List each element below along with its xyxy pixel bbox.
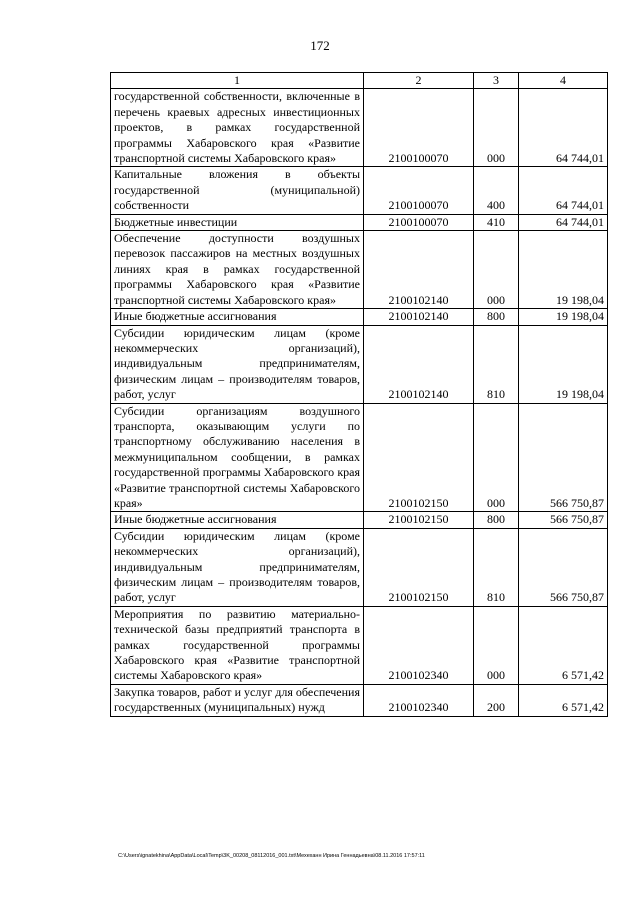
row-name-cell: Иные бюджетные ассигнования: [111, 512, 364, 528]
row-name-cell: Обеспечение доступности воздушных перевозок пассажиров на местных воздушных линиях края в рамках государственной программы Хабаровского края «Развитие транспортной системы Хабаровского края»: [111, 231, 364, 309]
table-row: [111, 167, 608, 214]
row-kvr-cell: 810: [474, 325, 519, 403]
row-code-cell: 2100102140: [364, 231, 474, 309]
row-name-cell: Субсидии юридическим лицам (кроме некоммерческих организаций), индивидуальным предпринимателям, физическим лицам – производителям товаров, работ, услуг: [111, 325, 364, 403]
row-kvr-cell: 400: [474, 167, 519, 214]
row-kvr-cell: 810: [474, 528, 519, 606]
table-row: [111, 214, 608, 230]
row-sum-cell: 64 744,01: [519, 214, 608, 230]
row-code-cell: 2100100070: [364, 167, 474, 214]
table-header-row: [111, 73, 608, 89]
row-code-cell: 2100100070: [364, 214, 474, 230]
row-name-cell: Закупка товаров, работ и услуг для обеспечения государственных (муниципальных) нужд: [111, 684, 364, 716]
row-name-cell: Мероприятия по развитию материально-технической базы предприятий транспорта в рамках государственной программы Хабаровского края «Развитие транспортной системы Хабаровского края»: [111, 606, 364, 684]
row-sum-cell: 566 750,87: [519, 528, 608, 606]
row-code-cell: 2100102140: [364, 309, 474, 325]
row-kvr-cell: 000: [474, 231, 519, 309]
row-kvr-cell: 410: [474, 214, 519, 230]
row-code-cell: 2100102150: [364, 528, 474, 606]
header-col-2: 2: [364, 73, 474, 89]
row-name-cell: Субсидии организациям воздушного транспорта, оказывающим услуги по транспортному обслуживанию населения в межмуниципальном сообщении, в рамках государственной программы Хабаровского края «Развитие транспортной системы Хабаровского края»: [111, 403, 364, 512]
row-kvr-cell: 000: [474, 606, 519, 684]
row-sum-cell: 6 571,42: [519, 684, 608, 716]
row-name-cell: Бюджетные инвестиции: [111, 214, 364, 230]
row-sum-cell: 566 750,87: [519, 403, 608, 512]
row-name-cell: Иные бюджетные ассигнования: [111, 309, 364, 325]
row-sum-cell: 64 744,01: [519, 167, 608, 214]
row-code-cell: 2100100070: [364, 89, 474, 167]
table-row: [111, 325, 608, 403]
row-kvr-cell: 800: [474, 309, 519, 325]
row-name-cell: Капитальные вложения в объекты государственной (муниципальной) собственности: [111, 167, 364, 214]
row-kvr-cell: 800: [474, 512, 519, 528]
table-row: [111, 512, 608, 528]
row-name-cell: государственной собственности, включенные в перечень краевых адресных инвестиционных проектов, в рамках государственной программы Хабаровского края «Развитие транспортной системы Хабаровского края»: [111, 89, 364, 167]
table-row: [111, 528, 608, 606]
row-sum-cell: 566 750,87: [519, 512, 608, 528]
row-sum-cell: 19 198,04: [519, 231, 608, 309]
footer-file-path: C:\Users\ignatekhina\AppData\Local\Temp\3K_00208_08112016_001.txt\Мехеханн Ирина Геннадьевна\08.11.2016 17:57:11: [118, 853, 425, 859]
table-row: [111, 684, 608, 716]
table-row: [111, 403, 608, 512]
row-sum-cell: 19 198,04: [519, 309, 608, 325]
page-number: 172: [310, 38, 330, 53]
row-code-cell: 2100102340: [364, 684, 474, 716]
header-col-4: 4: [519, 73, 608, 89]
row-kvr-cell: 200: [474, 684, 519, 716]
header-col-3: 3: [474, 73, 519, 89]
row-name-cell: Субсидии юридическим лицам (кроме некоммерческих организаций), индивидуальным предпринимателям, физическим лицам – производителям товаров, работ, услуг: [111, 528, 364, 606]
table-row: [111, 231, 608, 309]
table-row: [111, 89, 608, 167]
row-code-cell: 2100102150: [364, 512, 474, 528]
row-code-cell: 2100102150: [364, 403, 474, 512]
header-col-1: 1: [111, 73, 364, 89]
row-code-cell: 2100102340: [364, 606, 474, 684]
table-body: [111, 89, 608, 716]
row-kvr-cell: 000: [474, 403, 519, 512]
table-row: [111, 309, 608, 325]
row-code-cell: 2100102140: [364, 325, 474, 403]
row-sum-cell: 6 571,42: [519, 606, 608, 684]
budget-table: [110, 72, 608, 717]
row-sum-cell: 64 744,01: [519, 89, 608, 167]
table-row: [111, 606, 608, 684]
row-kvr-cell: 000: [474, 89, 519, 167]
row-sum-cell: 19 198,04: [519, 325, 608, 403]
